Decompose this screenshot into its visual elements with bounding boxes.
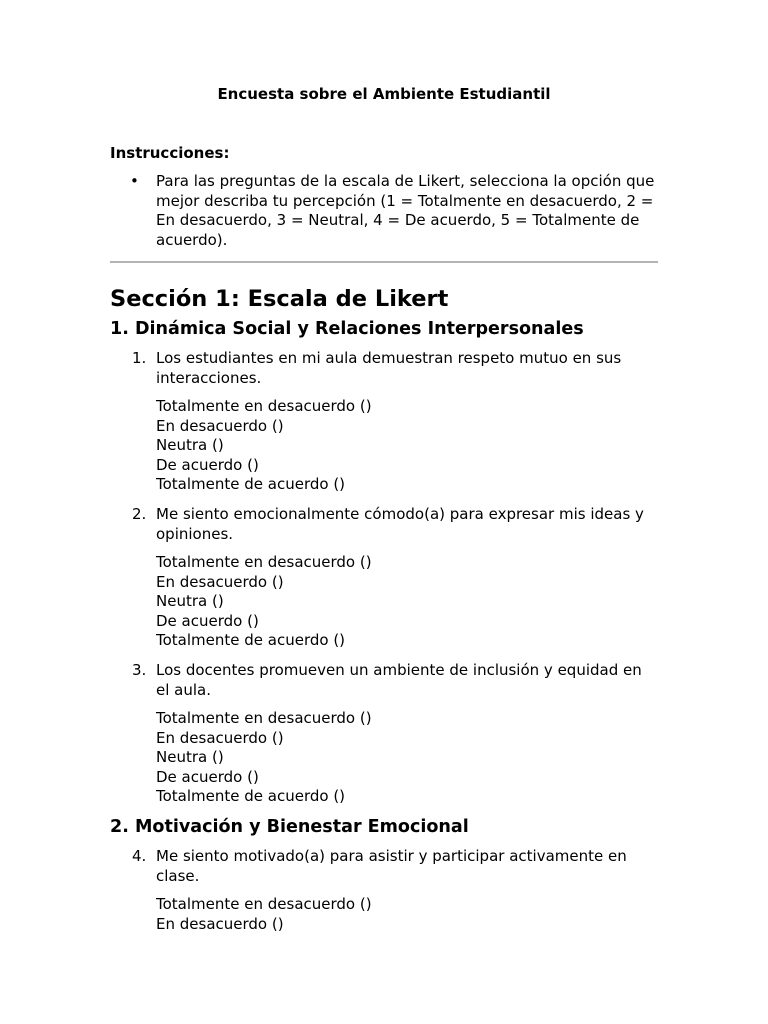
answer-options: [110, 553, 658, 651]
answer-option[interactable]: De acuerdo (): [156, 611, 259, 630]
question-item: [110, 505, 658, 651]
answer-option[interactable]: Totalmente en desacuerdo (): [156, 553, 372, 571]
answer-option[interactable]: En desacuerdo (): [156, 572, 284, 591]
subsection-heading-motivation: 2. Motivación y Bienestar Emocional: [110, 817, 469, 837]
answer-option[interactable]: Totalmente en desacuerdo (): [156, 895, 372, 913]
question-text: Me siento motivado(a) para asistir y participar activamente en clase.: [156, 847, 627, 885]
question-text: Me siento emocionalmente cómodo(a) para expresar mis ideas y opiniones.: [156, 505, 644, 543]
answer-option[interactable]: Totalmente en desacuerdo (): [156, 397, 372, 415]
answer-option[interactable]: Totalmente en desacuerdo (): [156, 709, 372, 727]
question-item: [110, 661, 658, 807]
answer-option[interactable]: Totalmente de acuerdo (): [156, 787, 346, 806]
answer-option[interactable]: En desacuerdo (): [156, 914, 284, 933]
answer-options: [110, 397, 658, 495]
question-number: 1.: [132, 349, 147, 367]
answer-option[interactable]: Neutra (): [156, 748, 224, 767]
subsection-heading-social: 1. Dinámica Social y Relaciones Interpersonales: [110, 319, 584, 339]
question-text: Los estudiantes en mi aula demuestran respeto mutuo en sus interacciones.: [156, 349, 622, 387]
bullet-icon: •: [130, 172, 139, 190]
question-item: [110, 349, 658, 495]
question-number: 4.: [132, 847, 147, 865]
page-title: Encuesta sobre el Ambiente Estudiantil: [217, 85, 551, 103]
answer-option[interactable]: De acuerdo (): [156, 455, 259, 474]
answer-option[interactable]: En desacuerdo (): [156, 728, 284, 747]
answer-option[interactable]: Neutra (): [156, 592, 224, 611]
instruction-item: [110, 172, 658, 250]
question-number: 3.: [132, 661, 147, 679]
answer-option[interactable]: En desacuerdo (): [156, 416, 284, 435]
instruction-text: Para las preguntas de la escala de Likert, selecciona la opción que mejor describa tu percepción (1 = Totalmente en desacuerdo, 2 = En desacuerdo, 3 = Neutral, 4 = De acuerdo, 5 = Totalmente de acuerdo).: [156, 172, 655, 249]
horizontal-divider: [110, 261, 658, 263]
answer-options: [110, 895, 658, 934]
instructions-heading: Instrucciones:: [110, 144, 230, 162]
answer-options: [110, 709, 658, 807]
answer-option[interactable]: Totalmente de acuerdo (): [156, 631, 346, 650]
answer-option[interactable]: Neutra (): [156, 436, 224, 455]
question-text: Los docentes promueven un ambiente de inclusión y equidad en el aula.: [156, 661, 642, 699]
answer-option[interactable]: De acuerdo (): [156, 767, 259, 786]
section-heading-likert: Sección 1: Escala de Likert: [110, 286, 449, 312]
instructions-list: [110, 172, 658, 250]
question-number: 2.: [132, 505, 147, 523]
question-item: [110, 847, 658, 934]
answer-option[interactable]: Totalmente de acuerdo (): [156, 475, 346, 494]
